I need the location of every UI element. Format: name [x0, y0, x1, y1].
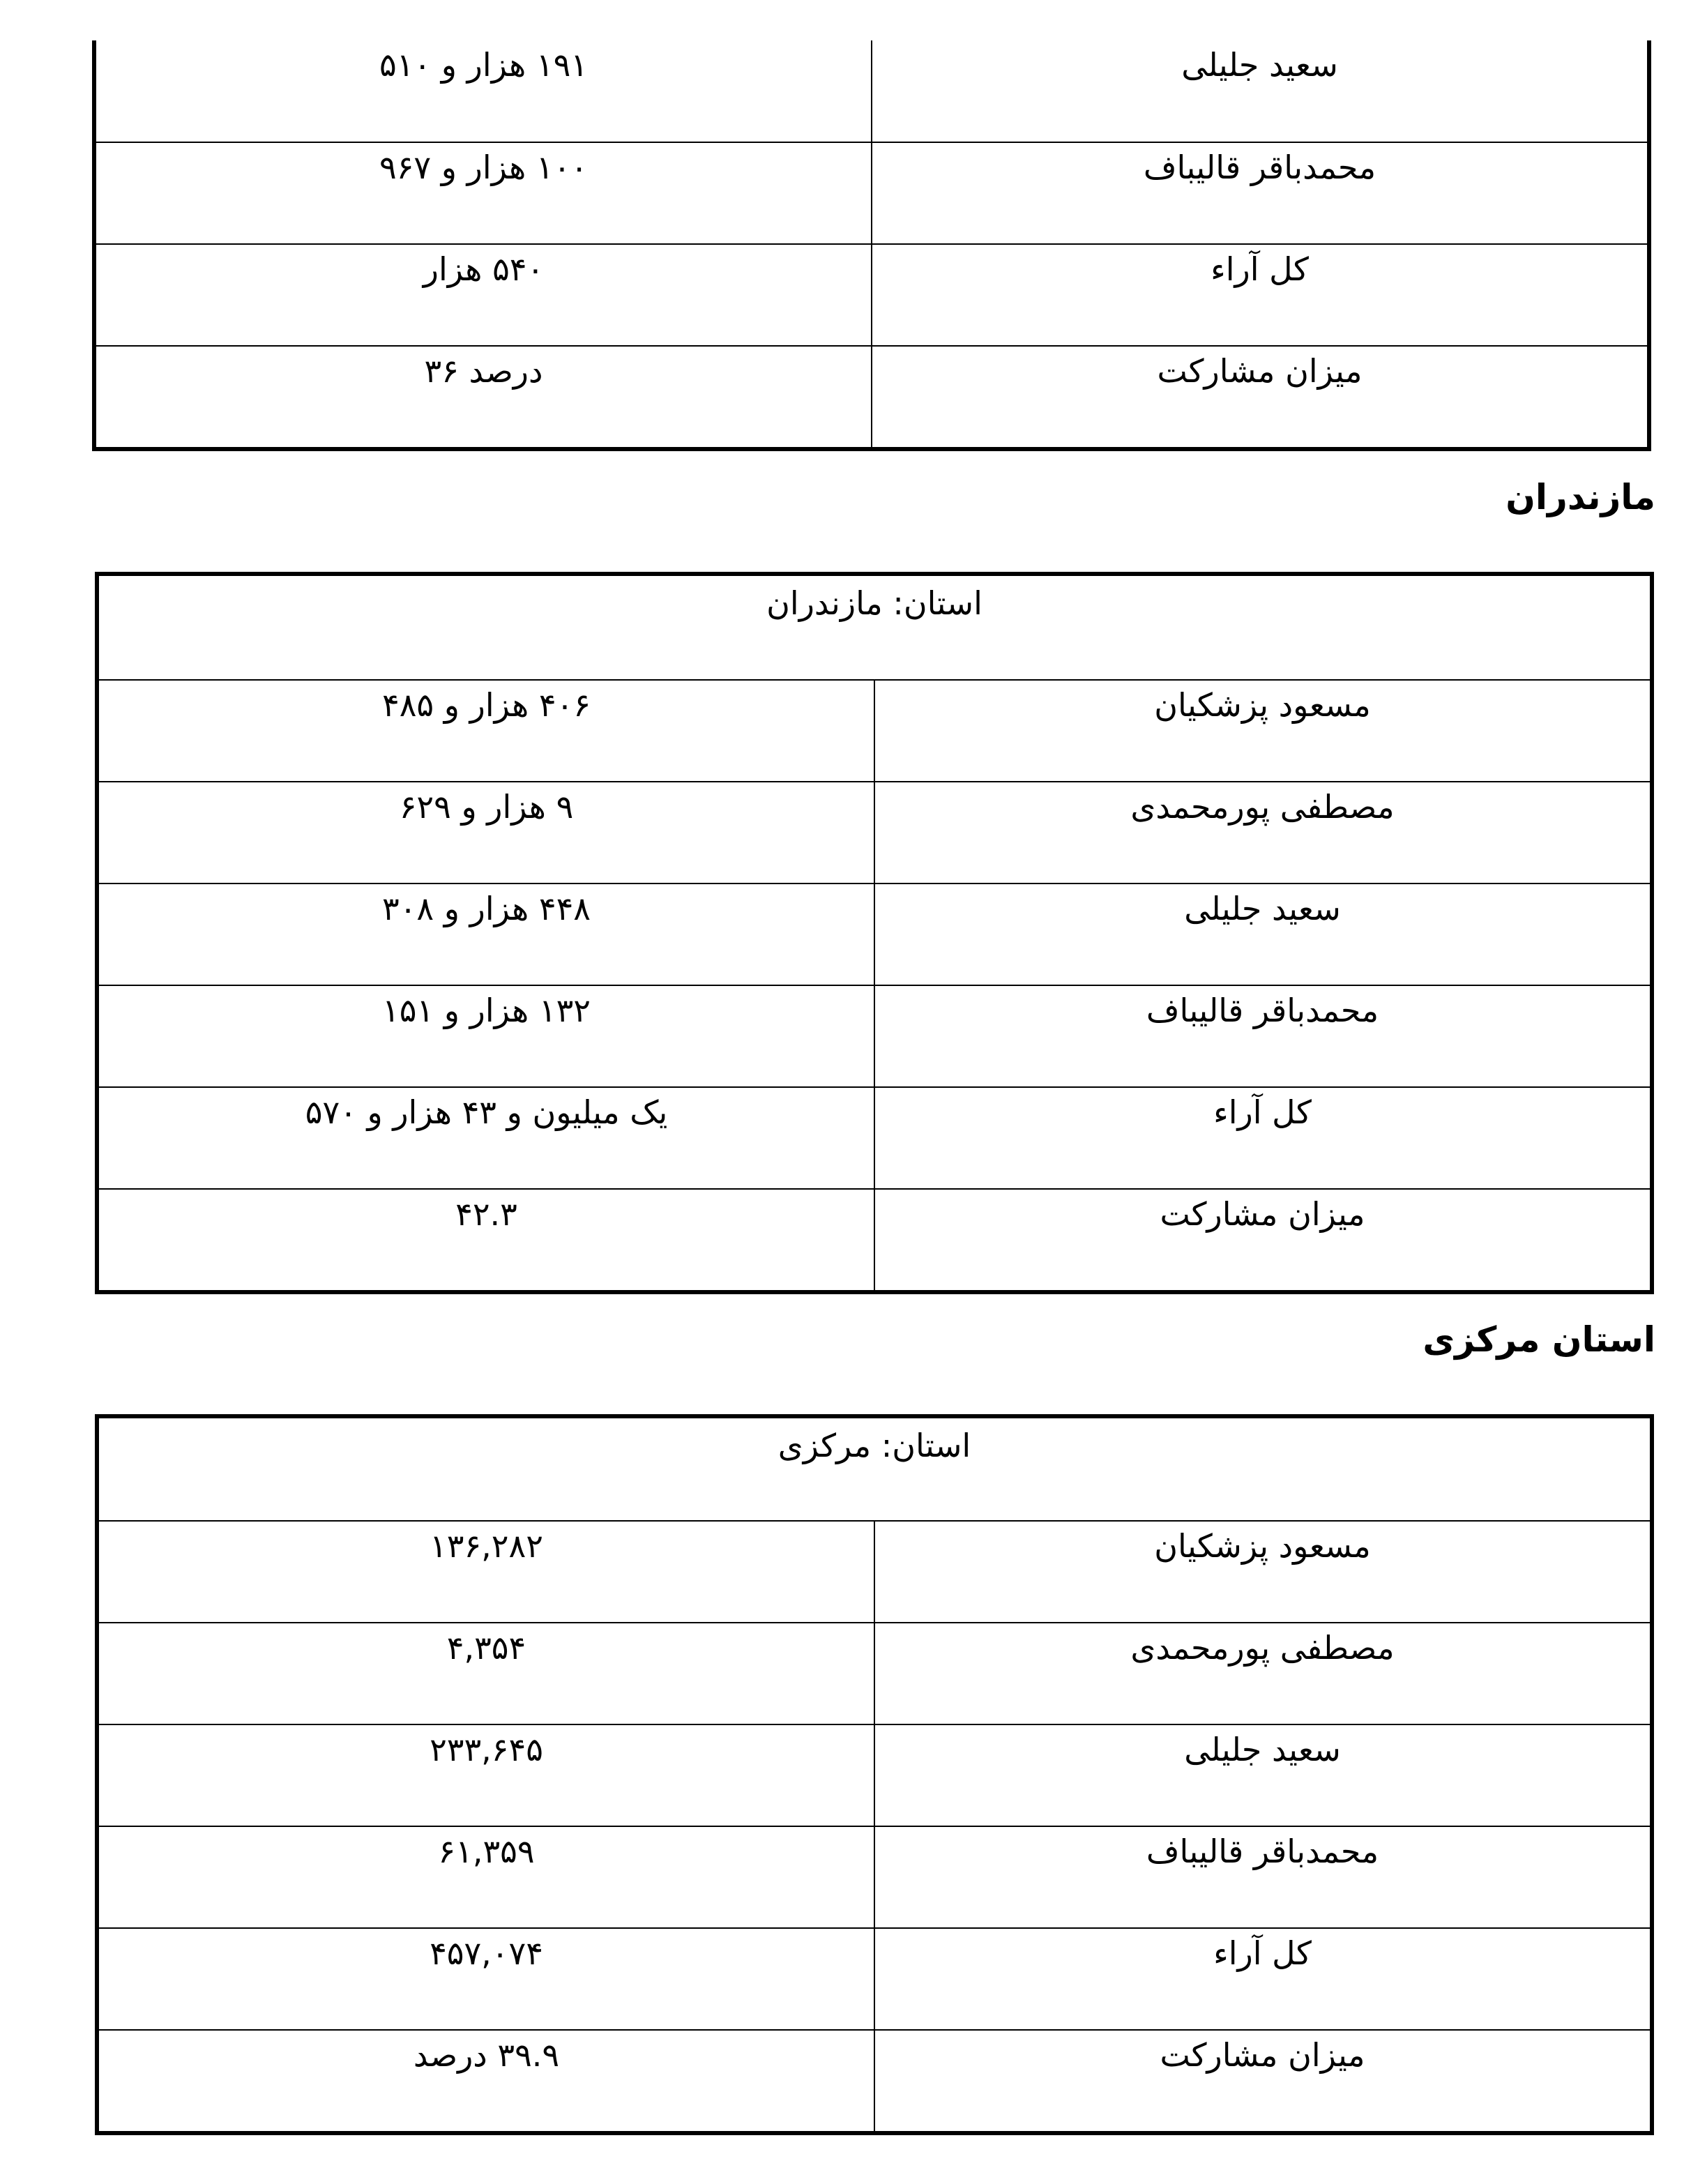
- candidate-name-cell: مسعود پزشکیان: [874, 1521, 1652, 1623]
- vote-count-cell: ۶۱,۳۵۹: [97, 1826, 874, 1928]
- vote-count-cell: ۹ هزار و ۶۲۹: [97, 782, 874, 884]
- table-header-row: [97, 1416, 1652, 1521]
- table-row: [97, 1826, 1652, 1928]
- candidate-name-cell: سعید جلیلی: [872, 40, 1649, 142]
- candidate-name-cell: سعید جلیلی: [874, 1724, 1652, 1826]
- vote-count-cell: ۱۰۰ هزار و ۹۶۷: [94, 142, 872, 244]
- candidate-name-cell: محمدباقر قالیباف: [874, 1826, 1652, 1928]
- table-row: [97, 680, 1652, 782]
- vote-count-cell: ۵۴۰ هزار: [94, 244, 872, 346]
- vote-count-cell: ۴۵۷,۰۷۴: [97, 1928, 874, 2030]
- candidate-name-cell: میزان مشارکت: [874, 1189, 1652, 1292]
- results-table-continued: [92, 40, 1651, 451]
- candidate-name-cell: محمدباقر قالیباف: [874, 985, 1652, 1087]
- section-heading-mazandaran: مازندران: [1505, 477, 1655, 517]
- candidate-name-cell: محمدباقر قالیباف: [872, 142, 1649, 244]
- candidate-name-cell: مصطفی پورمحمدی: [874, 1623, 1652, 1724]
- candidate-name-cell: مصطفی پورمحمدی: [874, 782, 1652, 884]
- candidate-name-cell: کل آراء: [874, 1928, 1652, 2030]
- table-row: [94, 40, 1649, 142]
- table-row: [97, 1087, 1652, 1189]
- candidate-name-cell: میزان مشارکت: [872, 346, 1649, 449]
- table-row: [94, 142, 1649, 244]
- table-row: [97, 2030, 1652, 2133]
- candidate-name-cell: میزان مشارکت: [874, 2030, 1652, 2133]
- results-table-markazi: [95, 1414, 1654, 2135]
- results-table-mazandaran: [95, 572, 1654, 1294]
- candidate-name-cell: کل آراء: [874, 1087, 1652, 1189]
- table-row: [97, 1521, 1652, 1623]
- province-header-cell: استان: مرکزی: [97, 1416, 1652, 1521]
- vote-count-cell: ۴۰۶ هزار و ۴۸۵: [97, 680, 874, 782]
- table-row: [97, 1189, 1652, 1292]
- vote-count-cell: یک میلیون و ۴۳ هزار و ۵۷۰: [97, 1087, 874, 1189]
- vote-count-cell: ۱۳۶,۲۸۲: [97, 1521, 874, 1623]
- table-header-row: [97, 574, 1652, 680]
- table-row: [97, 1623, 1652, 1724]
- candidate-name-cell: کل آراء: [872, 244, 1649, 346]
- vote-count-cell: ۱۹۱ هزار و ۵۱۰: [94, 40, 872, 142]
- vote-count-cell: ۴۲.۳: [97, 1189, 874, 1292]
- table-row: [97, 782, 1652, 884]
- vote-count-cell: ۴,۳۵۴: [97, 1623, 874, 1724]
- table-row: [97, 985, 1652, 1087]
- table-row: [97, 1724, 1652, 1826]
- candidate-name-cell: سعید جلیلی: [874, 884, 1652, 985]
- table-row: [94, 244, 1649, 346]
- vote-count-cell: ۱۳۲ هزار و ۱۵۱: [97, 985, 874, 1087]
- table-row: [97, 884, 1652, 985]
- province-header-cell: استان: مازندران: [97, 574, 1652, 680]
- candidate-name-cell: مسعود پزشکیان: [874, 680, 1652, 782]
- vote-count-cell: درصد ۳۶: [94, 346, 872, 449]
- vote-count-cell: ۲۳۳,۶۴۵: [97, 1724, 874, 1826]
- table-row: [94, 346, 1649, 449]
- section-heading-markazi: استان مرکزی: [1422, 1319, 1655, 1360]
- vote-count-cell: ۴۴۸ هزار و ۳۰۸: [97, 884, 874, 985]
- vote-count-cell: ۳۹.۹ درصد: [97, 2030, 874, 2133]
- table-row: [97, 1928, 1652, 2030]
